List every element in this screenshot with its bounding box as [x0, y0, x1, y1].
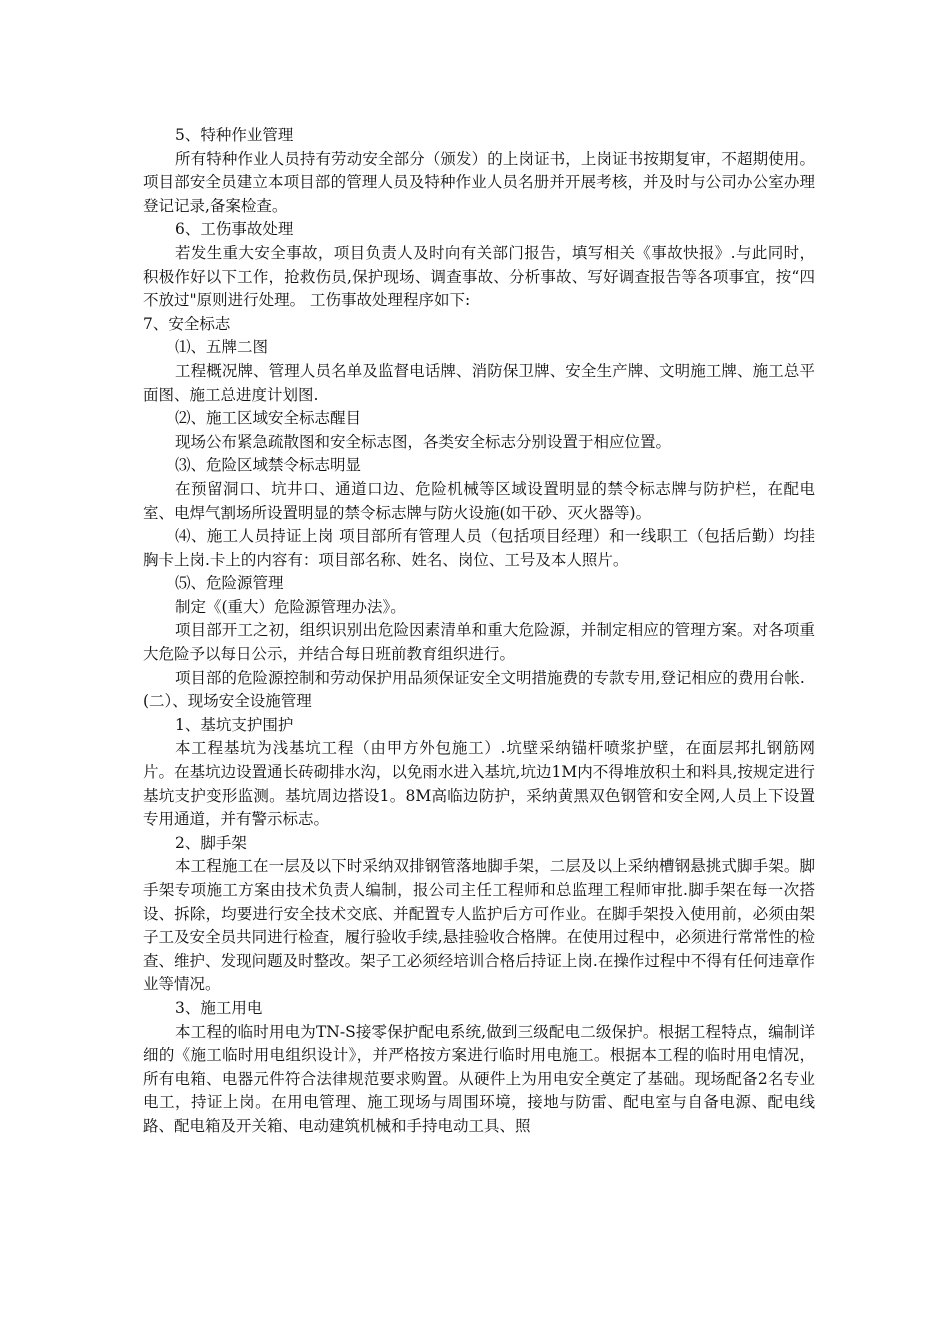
section-heading: 7、安全标志 [143, 314, 231, 333]
document-page [143, 124, 815, 1139]
body-paragraph: 本工程施工在一层及以下时采纳双排钢管落地脚手架，二层及以上采纳槽钢悬挑式脚手架。脚手架专项施工方案由技术负责人编制，报公司主任工程师和总监理工程师审批.脚手架在每一次搭设、拆除，均要进行安全技术交底、并配置专人监护后方可作业。在脚手架投入使用前，必须由架子工及安全员共同进行检查，履行验收手续,悬挂验收合格牌。在使用过程中，必须进行常常性的检查、维护、发现问题及时整改。架子工必须经培训合格后持证上岗.在操作过程中不得有任何违章作业等情况。 [143, 857, 815, 994]
body-paragraph: 项目部的危险源控制和劳动保护用品须保证安全文明措施费的专款专用,登记相应的费用台帐. [175, 668, 805, 687]
body-paragraph: 若发生重大安全事故，项目负责人及时向有关部门报告，填写相关《事故快报》.与此同时，积极作好以下工作，抢救伤员,保护现场、调查事故、分析事故、写好调查报告等各项事宜，按“四不放过"原则进行处理。 工伤事故处理程序如下: [143, 243, 815, 310]
body-paragraph: 本工程的临时用电为TN-S接零保护配电系统,做到三级配电二级保护。根据工程特点，编制详细的《施工临时用电组织设计》，并严格按方案进行临时用电施工。根据本工程的临时用电情况，所有电箱、电器元件符合法律规范要求购置。从硬件上为用电安全奠定了基础。现场配备2名专业电工，持证上岗。在用电管理、施工现场与周围环境，接地与防雷、配电室与自备电源、配电线路、配电箱及开关箱、电动建筑机械和手持电动工具、照 [143, 1022, 815, 1135]
section-heading: 6、工伤事故处理 [175, 220, 294, 239]
subsection-heading: 3、施工用电 [175, 998, 263, 1017]
subsection-heading: 1、基坑支护围护 [175, 715, 294, 734]
subsection-heading: 2、脚手架 [175, 833, 247, 852]
subsection-heading: ⑵、施工区域安全标志醒目 [175, 409, 362, 428]
body-paragraph: 工程概况牌、管理人员名单及监督电话牌、消防保卫牌、安全生产牌、文明施工牌、施工总平面图、施工总进度计划图. [143, 361, 815, 404]
body-paragraph: 制定《(重大）危险源管理办法》。 [175, 597, 406, 616]
body-paragraph: 现场公布紧急疏散图和安全标志图，各类安全标志分别设置于相应位置。 [175, 432, 672, 451]
section-heading: 5、特种作业管理 [175, 126, 294, 144]
body-paragraph: 在预留洞口、坑井口、通道口边、危险机械等区域设置明显的禁令标志牌与防护栏，在配电室、电焊气割场所设置明显的禁令标志牌与防火设施(如干砂、灭火器等)。 [143, 479, 815, 522]
body-paragraph: 本工程基坑为浅基坑工程（由甲方外包施工）.坑壁采纳锚杆喷浆护壁，在面层邦扎钢筋网片。在基坑边设置通长砖砌排水沟，以免雨水进入基坑,坑边1M内不得堆放积土和料具,按规定进行基坑支护变形监测。基坑周边搭设1。8M高临边防护，采纳黄黑双色钢管和安全网,人员上下设置专用通道，并有警示标志。 [143, 739, 815, 829]
subsection-heading: ⑸、危险源管理 [175, 574, 284, 593]
body-paragraph: 所有特种作业人员持有劳动安全部分（颁发）的上岗证书，上岗证书按期复审，不超期使用。项目部安全员建立本项目部的管理人员及特种作业人员名册并开展考核，并及时与公司办公室办理登记记录,备案检查。 [143, 149, 815, 215]
body-paragraph: ⑷、施工人员持证上岗 项目部所有管理人员（包括项目经理）和一线职工（包括后勤）均挂胸卡上岗.卡上的内容有：项目部名称、姓名、岗位、工号及本人照片。 [143, 527, 815, 569]
subsection-heading: ⑶、危险区域禁令标志明显 [175, 456, 362, 475]
subsection-heading: ⑴、五牌二图 [175, 338, 269, 357]
body-paragraph: 项目部开工之初，组织识别出危险因素清单和重大危险源，并制定相应的管理方案。对各项重大危险予以每日公示，并结合每日班前教育组织进行。 [143, 621, 815, 664]
section-heading: (二）、现场安全设施管理 [143, 692, 312, 711]
